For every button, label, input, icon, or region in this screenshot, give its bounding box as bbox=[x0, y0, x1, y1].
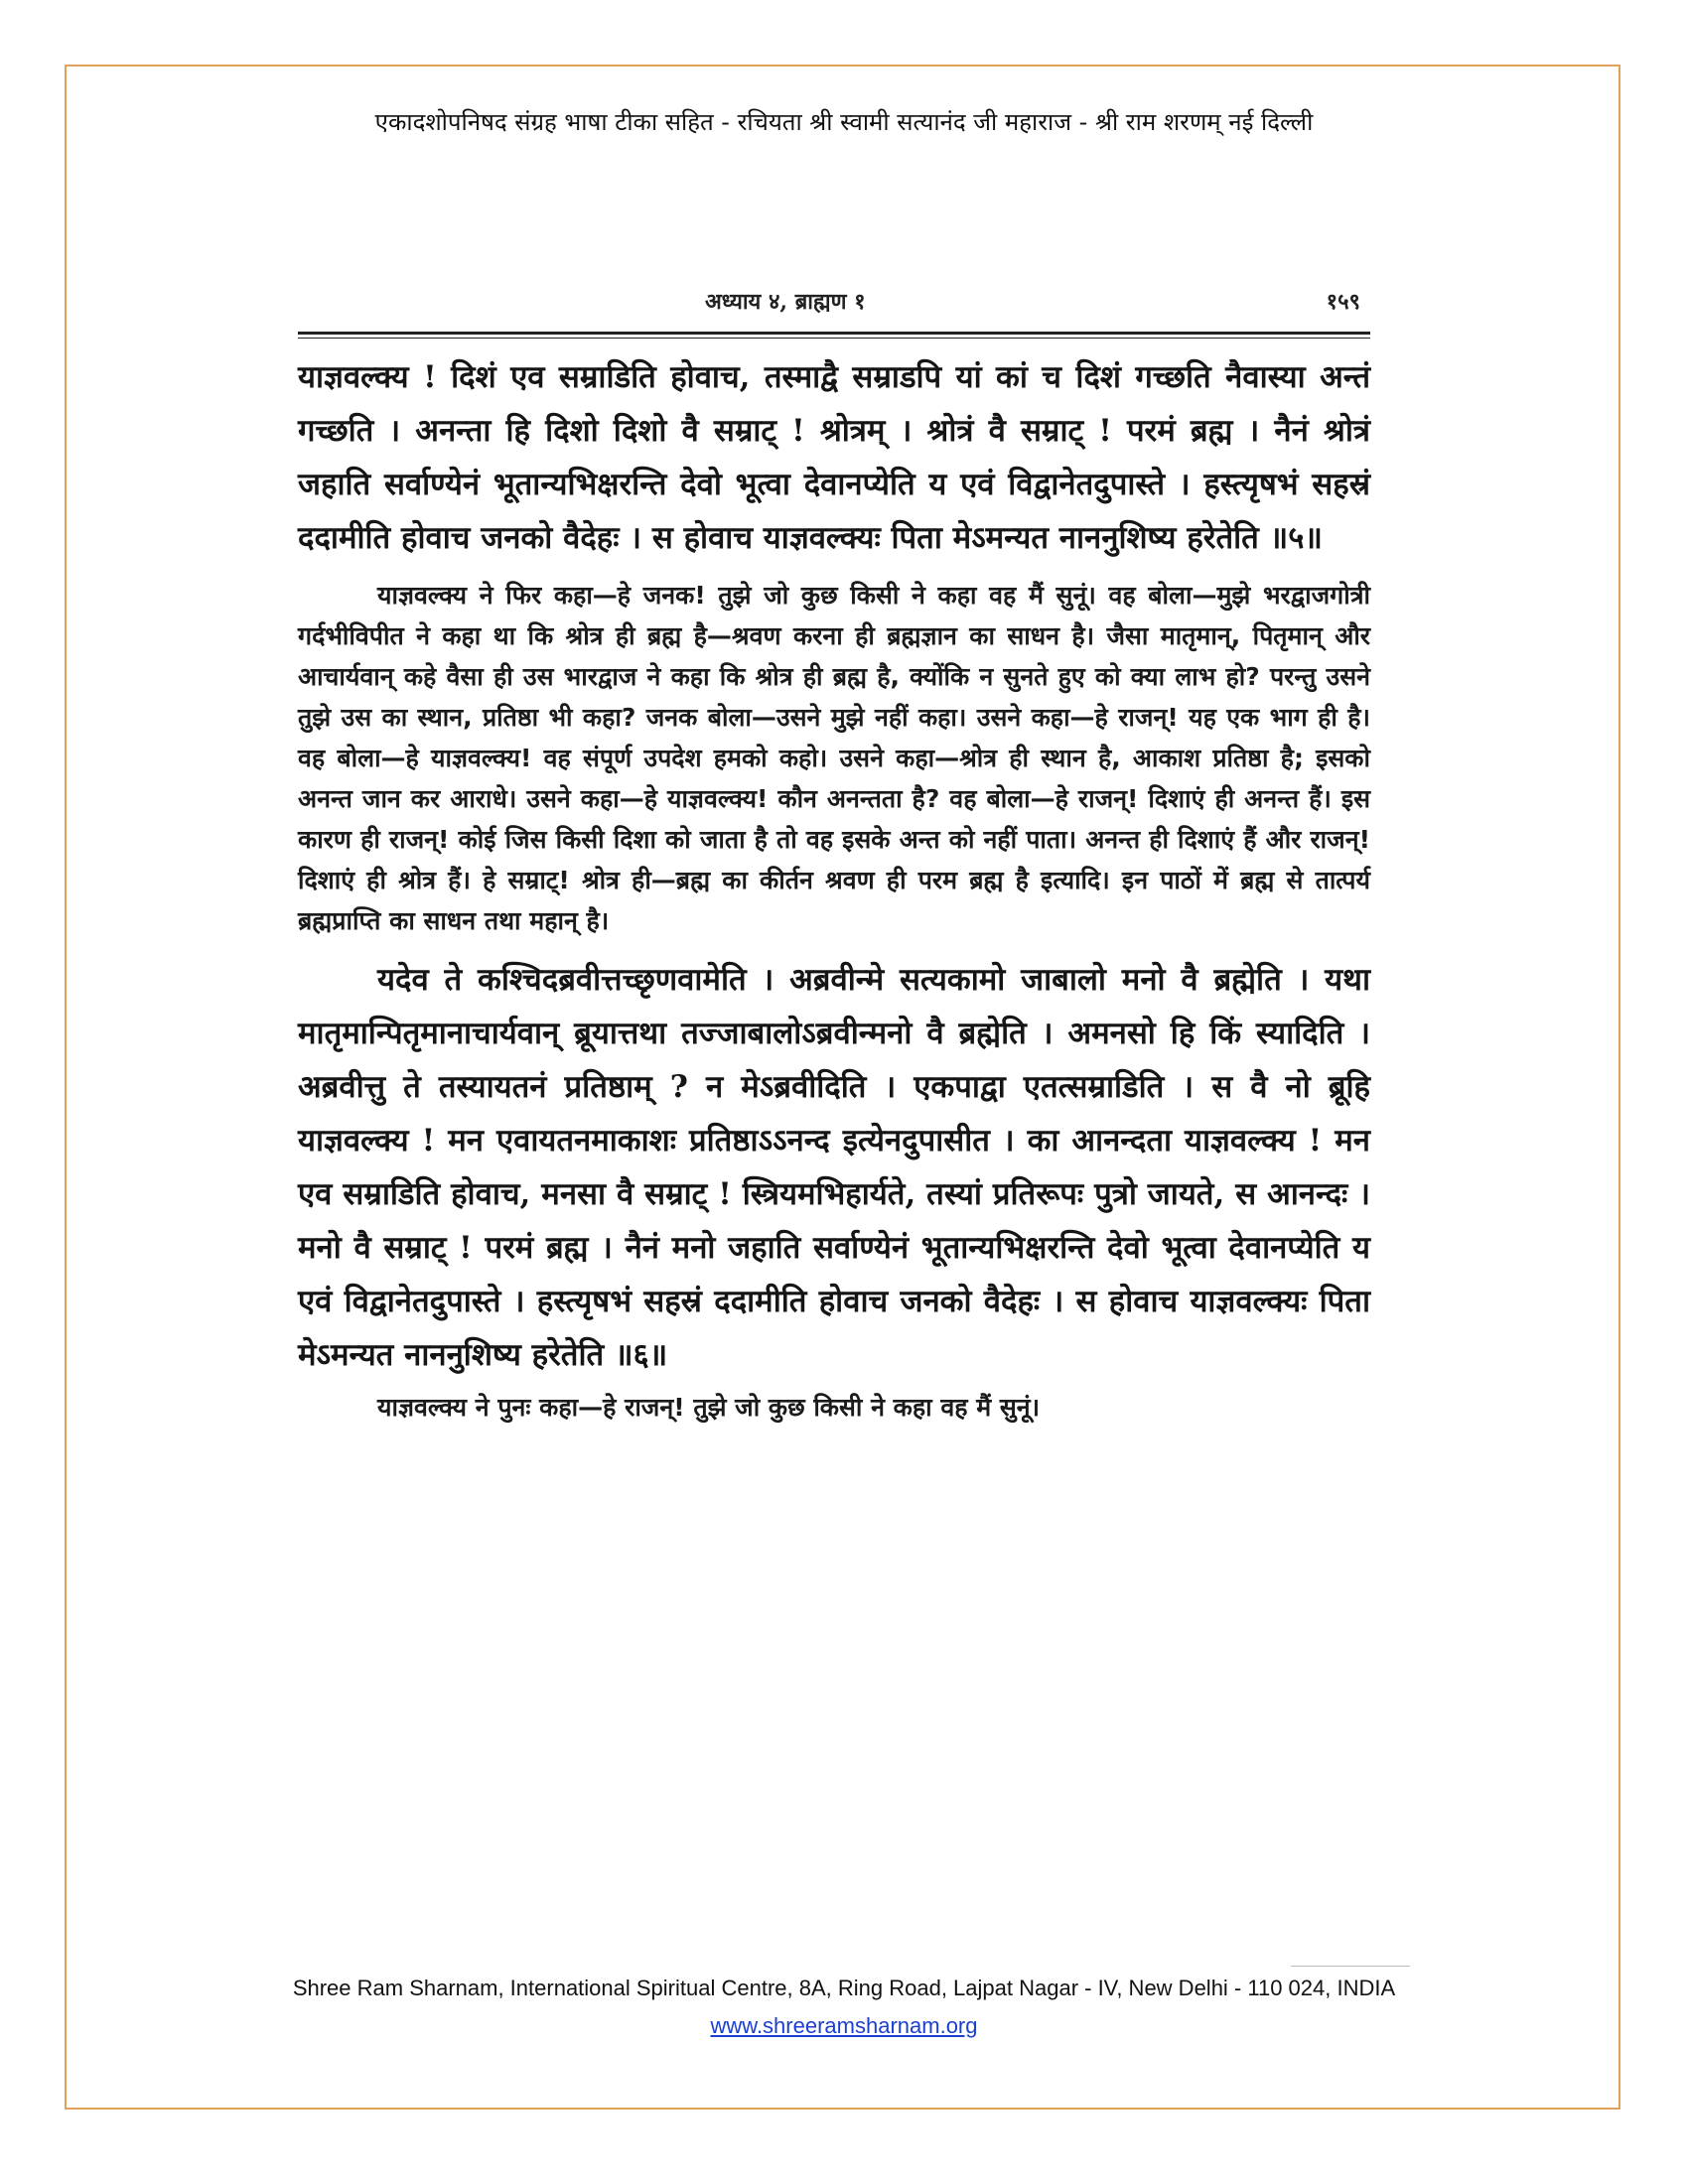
header-rule bbox=[298, 332, 1370, 339]
page-header: एकादशोपनिषद संग्रह भाषा टीका सहित - रचियता श्री स्वामी सत्यानंद जी महाराज - श्री राम शरणम् नई दिल्ली bbox=[374, 108, 1314, 136]
running-head bbox=[298, 276, 1370, 322]
footer-address: Shree Ram Sharnam, International Spiritual Centre, 8A, Ring Road, Lajpat Nagar - IV, New Delhi - 110 024, INDIA bbox=[292, 1976, 1396, 2000]
commentary-5: याज्ञवल्क्य ने फिर कहा—हे जनक! तुझे जो कुछ किसी ने कहा वह मैं सुनूं। वह बोला—मुझे भरद्वाजगोत्री गर्दभीविपीत ने कहा था कि श्रोत्र ही ब्रह्म है—श्रवण करना ही ब्रह्मज्ञान का साधन है। जैसा मातृमान्, पितृमान् और आचार्यवान् कहे वैसा ही उस भारद्वाज ने कहा कि श्रोत्र ही ब्रह्म है, क्योंकि न सुनते हुए को क्या लाभ हो? परन्तु उसने तुझे उस का स्थान, प्रतिष्ठा भी कहा? जनक बोला—उसने मुझे नहीं कहा। उसने कहा—हे राजन्! यह एक भाग ही है। वह बोला—हे याज्ञवल्क्य! वह संपूर्ण उपदेश हमको कहो। उसने कहा—श्रोत्र ही स्थान है, आकाश प्रतिष्ठा है; इसको अनन्त जान कर आराधे। उसने कहा—हे याज्ञवल्क्य! कौन अनन्तता है? वह बोला—हे राजन्! दिशाएं ही अनन्त हैं। इस कारण ही राजन्! कोई जिस किसी दिशा को जाता है तो वह इसके अन्त को नहीं पाता। अनन्त ही दिशाएं हैं और राजन्! दिशाएं ही श्रोत्र हैं। हे सम्राट्! श्रोत्र ही—ब्रह्म का कीर्तन श्रवण ही परम ब्रह्म है इत्यादि। इन पाठों में ब्रह्म से तात्पर्य ब्रह्मप्राप्ति का साधन तथा महान् है। bbox=[298, 581, 1370, 935]
running-head-title: अध्याय ४, ब्राह्मण १ bbox=[705, 289, 866, 315]
verse-5: याज्ञवल्क्य ! दिशं एव सम्राडिति होवाच, तस्माद्वै सम्राडपि यां कां च दिशं गच्छति नैवास्या अन्तं गच्छति । अनन्ता हि दिशो दिशो वै सम्राट् ! श्रोत्रम् । श्रोत्रं वै सम्राट् ! परमं ब्रह्म । नैनं श्रोत्रं जहाति सर्वाण्येनं भूतान्यभिक्षरन्ति देवो भूत्वा देवानप्येति य एवं विद्वानेतदुपास्ते । हस्त्यृषभं सहस्रं ददामीति होवाच जनको वैदेहः । स होवाच याज्ञवल्क्यः पिता मेऽमन्यत नाननुशिष्य हरेतेति ॥५॥ bbox=[298, 359, 1370, 556]
commentary-6-start: याज्ञवल्क्य ने पुनः कहा—हे राजन्! तुझे जो कुछ किसी ने कहा वह मैं सुनूं। bbox=[377, 1393, 1041, 1422]
page-footer bbox=[0, 1976, 1688, 2039]
footer-link[interactable]: www.shreeramsharnam.org bbox=[710, 2013, 978, 2038]
scanned-page bbox=[298, 276, 1370, 1424]
page-number: १५९ bbox=[1326, 289, 1360, 315]
divider bbox=[1291, 1966, 1410, 1967]
verse-6: यदेव ते कश्चिदब्रवीत्तच्छृणवामेति । अब्रवीन्मे सत्यकामो जाबालो मनो वै ब्रह्मेति । यथा मातृमान्पितृमानाचार्यवान् ब्रूयात्तथा तज्जाबालोऽब्रवीन्मनो वै ब्रह्मेति । अमनसो हि किं स्यादिति । अब्रवीत्तु ते तस्यायतनं प्रतिष्ठाम् ? न मेऽब्रवीदिति । एकपाद्वा एतत्सम्राडिति । स वै नो ब्रूहि याज्ञवल्क्य ! मन एवायतनमाकाशः प्रतिष्ठाऽऽनन्द इत्येनदुपासीत । का आनन्दता याज्ञवल्क्य ! मन एव सम्राडिति होवाच, मनसा वै सम्राट् ! स्त्रियमभिहार्यते, तस्यां प्रतिरूपः पुत्रो जायते, स आनन्दः । मनो वै सम्राट् ! परमं ब्रह्म । नैनं मनो जहाति सर्वाण्येनं भूतान्यभिक्षरन्ति देवो भूत्वा देवानप्येति य एवं विद्वानेतदुपास्ते । हस्त्यृषभं सहस्रं ददामीति होवाच जनको वैदेहः । स होवाच याज्ञवल्क्यः पिता मेऽमन्यत नाननुशिष्य हरेतेति ॥६॥ bbox=[298, 962, 1370, 1373]
